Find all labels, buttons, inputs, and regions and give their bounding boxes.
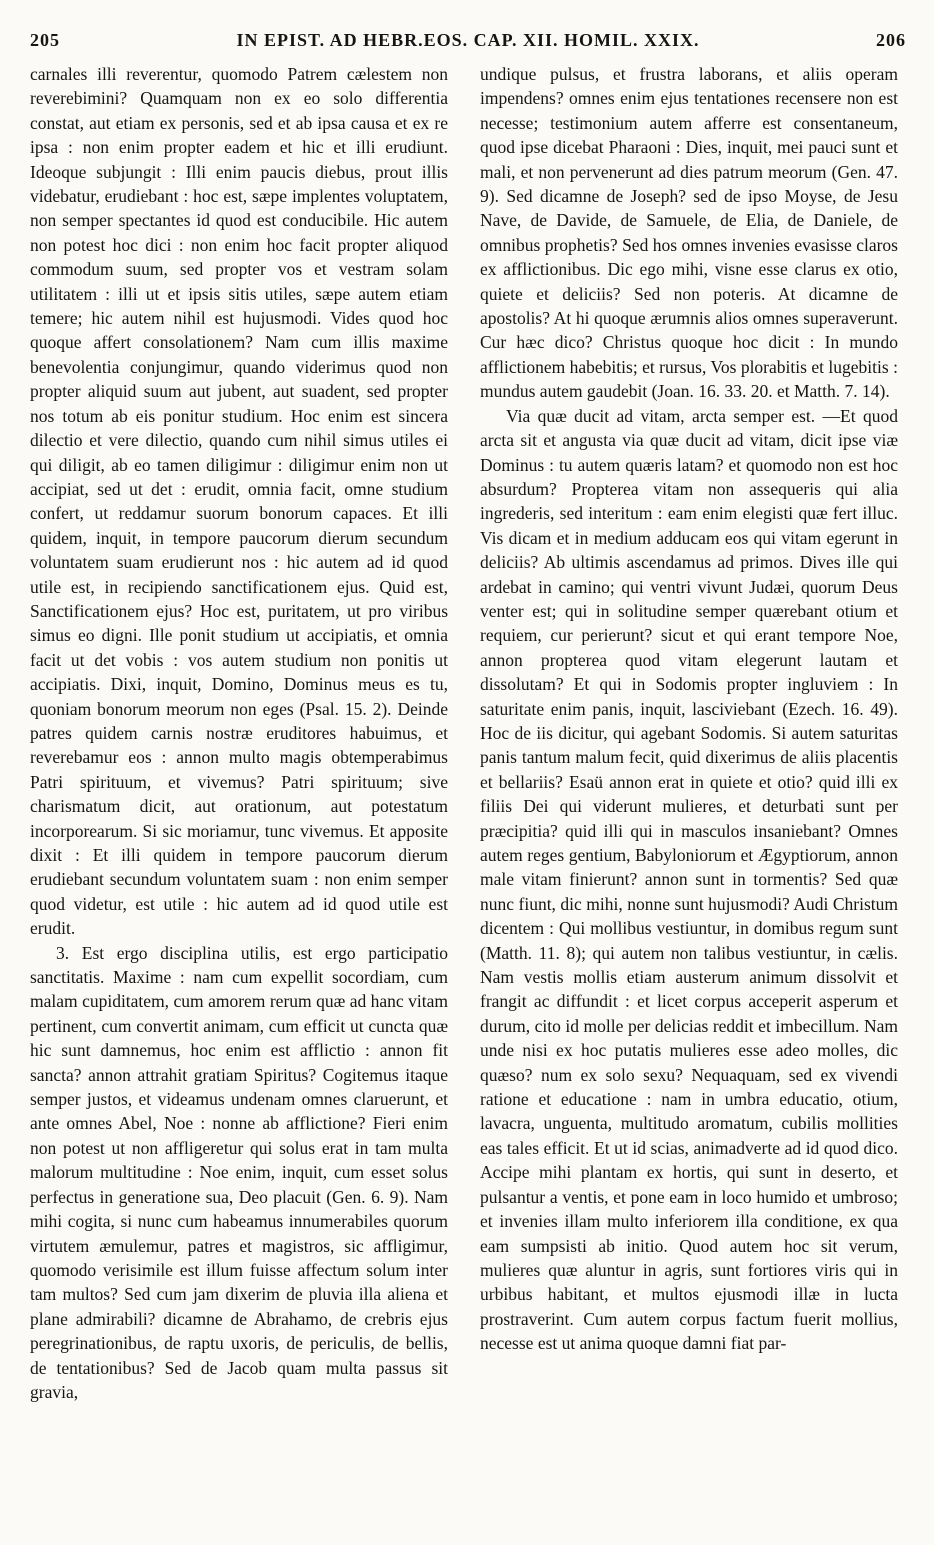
paragraph: undique pulsus, et frustra laborans, et aliis operam impendens? omnes enim ejus tentationes recensere non est necesse; testimonium autem afferre est consentaneum, quod ipse dicebat Pharaoni : Dies, inquit, mei pauci sunt et mali, et non pervenerunt ad dies patrum meorum (Gen. 47. 9). Sed dicamne de Joseph? sed de ipso Moyse, de Jesu Nave, de Davide, de Samuele, de Elia, de Daniele, de omnibus prophetis? Sed hos omnes invenies evasisse claros ex afflictionibus. Dic ego mihi, visne esse clarus ex otio, quiete et deliciis? Sed non poteris. At dicamne de apostolis? At hi quoque ærumnis alios omnes superaverunt. Cur hæc dico? Christus quoque hoc dicit : In mundo afflictionem habebitis; et rursus, Vos plorabitis et lugebitis : mundus autem gaudebit (Joan. 16. 33. 20. et Matth. 7. 14). xyxy=(480,64,898,402)
right-column xyxy=(480,62,898,1356)
left-column xyxy=(30,62,448,1404)
paragraph: Via quæ ducit ad vitam, arcta semper est. —Et quod arcta sit et angusta via quæ ducit ad vitam, dicit ipse viæ Dominus : tu autem quæris latam? et quomodo non est hoc absurdum? Propterea vitam non assequeris qui alia ingrederis, sed interitum : eam enim elegisti quæ fert illuc. Vis dicam et in medium adducam eos qui vitam egerunt in deliciis? Ab ultimis ascendamus ad primos. Dives ille qui ardebat in camino; qui ventri vivunt Judæi, quorum Deus venter est; qui in solitudine semper quærebant otium et requiem, cur perierunt? sicut et qui erant tempore Noe, annon propterea quod vitam elegerunt lautam et dissolutam? Et qui in Sodomis propter ingluviem : In saturitate enim panis, inquit, lasciviebant (Ezech. 16. 49). Hoc de iis dicitur, qui agebant Sodomis. Si autem saturitas panis tantum malum fecit, quid dixerimus de aliis placentis et bellariis? Esaü annon erat in quiete et otio? quid illi ex filiis Dei qui viderunt mulieres, et deturbati sunt per præcipitia? quid illi qui in masculos insaniebant? Omnes autem reges gentium, Babyloniorum et Ægyptiorum, annon male vitam finierunt? annon sunt in tormentis? Sed quæ nunc fiunt, dic mihi, nonne sunt hujusmodi? Audi Christum dicentem : Qui mollibus vestiuntur, in domibus regum sunt (Matth. 11. 8); qui autem non talibus vestiuntur, in cælis. Nam vestis mollis etiam austerum animum dissolvit et frangit ac diffundit : et licet corpus acceperit asperum et durum, cito id molle per delicias reddit et imbecillum. Nam unde nisi ex hoc putatis mulieres esse adeo molles, dic quæso? num ex solo sexu? Nequaquam, sed ex vivendi ratione et educatione : nam in umbra educatio, otium, lavacra, unguenta, multitudo aromatum, cubilis mollities eas tales efficit. Et ut id scias, animadverte ad id quod dico. Accipe mihi plantam ex hortis, qui sunt in deserto, et pulsantur a ventis, et pone eam in loco humido et umbroso; et invenies illam multo inferiorem illa conditione, ex qua eam sumpsisti ab initio. Quod autem hoc sit verum, mulieres quæ aluntur in agris, sunt fortiores viris qui in urbibus habitant, et multos ejusmodi illæ in lucta prostraverint. Cum autem corpus factum fuerit mollius, necesse est ut anima quoque damni fiat par- xyxy=(480,405,898,1354)
page-number-right: 206 xyxy=(876,30,906,50)
paragraph: carnales illi reverentur, quomodo Patrem cælestem non reverebimini? Quamquam non ex eo solo differentia constat, aut etiam ex personis, sed et ab ipsa causa et ex re ipsa : non enim propter eadem et hic et illi erudiunt. Ideoque subjungit : Illi enim paucis diebus, prout illis videbatur, erudiebant : hoc est, sæpe implentes voluptatem, non semper spectantes id quod est conducibile. Hic autem non potest hoc dici : non enim hoc facit propter aliquod commodum suum, sed propter vos et vestram solam utilitatem : illi ut et ipsis sitis utiles, sæpe autem etiam temere; hic autem nihil est hujusmodi. Vides quod hoc quoque affert consolationem? Nam cum illis maxime benevolentia conjungimur, quando viderimus quod non propter aliquid suum aut jubent, aut suadent, sed propter nos totum ab eis ponitur studium. Hoc enim est sincera dilectio et vere dilectio, quando cum nihil simus utiles ei qui diligit, ab eo tamen diligimur : diligimur enim non ut accipiat, sed ut det : erudit, omnia facit, omne studium confert, ut reddamur suorum bonorum capaces. Et illi quidem, inquit, in tempore paucorum dierum secundum voluntatem suam erudierunt nos : hic autem ad id quod utile est, in recipiendo sanctificationem ejus. Quid est, Sanctificationem ejus? Hoc est, puritatem, ut pro viribus simus eo digni. Ille ponit studium ut accipiatis, et omnia facit ut det vobis : vos autem studium non ponitis ut accipiatis. Dixi, inquit, Domino, Dominus meus es tu, quoniam bonorum meorum non eges (Psal. 15. 2). Deinde patres quidem carnis nostræ eruditores habuimus, et reverebamur eos : annon multo magis obtemperabimus Patri spirituum, et vivemus? Patri spirituum; sive charismatum dicit, aut orationum, aut potestatum incorporearum. Si sic moriamur, tunc vivemus. Et apposite dixit : Et illi quidem in tempore paucorum dierum erudiebant secundum voluntatem suam : non enim semper quod videtur, est utile : hic autem ad id quod utile est erudit. xyxy=(30,64,448,939)
running-header xyxy=(30,30,906,58)
running-title: IN EPIST. AD HEBR.EOS. CAP. XII. HOMIL. XXIX. xyxy=(236,30,700,50)
paragraph: 3. Est ergo disciplina utilis, est ergo participatio sanctitatis. Maxime : nam cum expellit socordiam, cum malam cupiditatem, cum amorem rerum quæ ad hanc vitam pertinent, cum convertit animam, cum efficit ut cuncta quæ hic sunt damnemus, hoc enim est afflictio : annon fit sancta? annon attrahit gratiam Spiritus? Cogitemus itaque semper justos, et videamus undenam omnes claruerunt, et ante omnes Abel, Noe : nonne ab afflictione? Fieri enim non potest ut non affligeretur qui solus erat in tam multa malorum multitudine : Noe enim, inquit, cum esset solus perfectus in generatione sua, Deo placuit (Gen. 6. 9). Nam mihi cogita, si nunc cum habeamus innumerabiles quorum virtutem æmulemur, patres et magistros, sic affligimur, quomodo verisimile est illum fuisse affectum solum inter tam multos? Sed cum jam dixerim de pluvia illa aliena et plane admirabili? dicamne de Abrahamo, de crebris ejus peregrinationibus, de raptu uxoris, de periculis, de bellis, de tentationibus? Sed de Jacob quam multa passus sit gravia, xyxy=(30,942,448,1402)
page-number-left: 205 xyxy=(30,30,60,50)
